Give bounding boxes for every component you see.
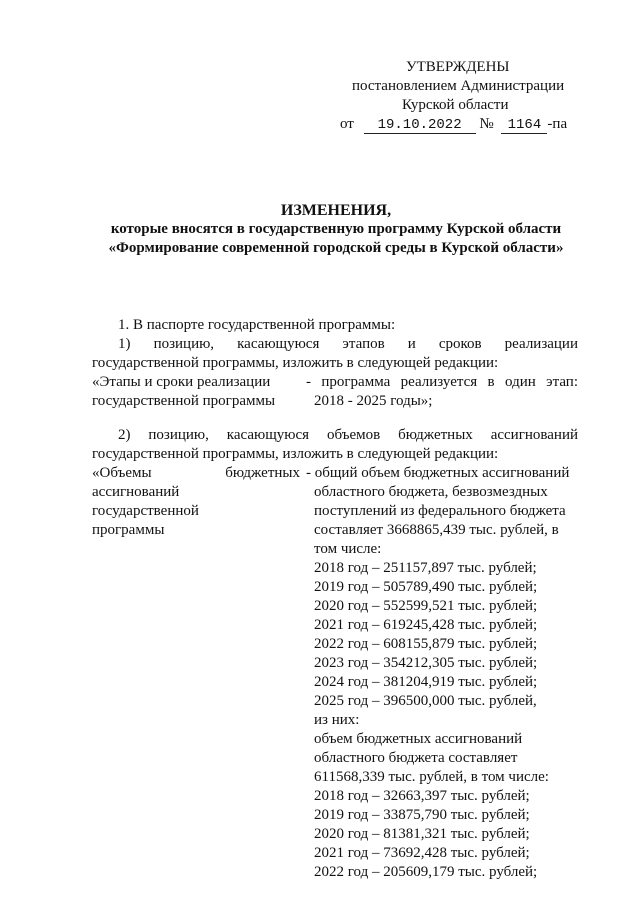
section-1-heading: 1. В паспорте государственной программы: [118,317,396,333]
budget-year-line: 2023 год – 354212,305 тыс. рублей; [314,655,538,671]
stages-left-line-1: «Этапы и сроки реализации [92,374,271,390]
stages-left [92,373,300,411]
budget-year-line: 2024 год – 381204,919 тыс. рублей; [314,674,538,690]
budget-year-line: 2021 год – 619245,428 тыс. рублей; [314,617,538,633]
approval-issuer: постановлением Администрации [352,78,565,94]
budget-line: 611568,339 тыс. рублей, в том числе: [314,769,549,785]
budget-right [306,464,578,882]
budget-left-line-1: «Объемы бюджетных [92,465,300,481]
budget-left-line-4: программы [92,522,165,538]
approval-date-number [340,115,580,134]
budget-year-line: 2025 год – 396500,000 тыс. рублей, [314,693,537,709]
item-1-line-1: 1) позицию, касающуюся этапов и сроков реализации [118,336,578,352]
budget-year-line: 2022 год – 608155,879 тыс. рублей; [314,636,538,652]
approval-region: Курской области [402,97,509,113]
stages-row [92,373,578,411]
title-line-1: ИЗМЕНЕНИЯ, [280,202,392,219]
budget-year-line: 2019 год – 505789,490 тыс. рублей; [314,579,538,595]
item-2-line-2: государственной программы, изложить в следующей редакции: [92,446,499,462]
approval-date: 19.10.2022 [364,118,476,134]
budget-line: поступлений из федерального бюджета [314,503,566,519]
stages-left-line-2: государственной программы [92,393,276,409]
item-1-paragraph [92,335,578,373]
budget-row [92,464,578,884]
budget-line: - общий объем бюджетных ассигнований [306,465,570,481]
number-suffix: -па [547,116,568,132]
budget-year-line: 2020 год – 81381,321 тыс. рублей; [314,826,530,842]
budget-line: из них: [314,712,360,728]
budget-year-line: 2022 год – 205609,179 тыс. рублей; [314,864,538,880]
item-1-line-2: государственной программы, изложить в следующей редакции: [92,355,499,371]
budget-line: областного бюджета, безвозмездных [314,484,548,500]
title-line-3: «Формирование современной городской среды в Курской области» [108,240,564,256]
number-label: № [479,116,494,132]
budget-left-line-3: государственной [92,503,199,519]
budget-year-line: 2019 год – 33875,790 тыс. рублей; [314,807,530,823]
budget-line: составляет 3668865,439 тыс. рублей, в [314,522,559,538]
approval-number: 1164 [501,118,547,134]
budget-left [92,464,300,540]
approval-stamp [340,58,580,134]
budget-line: том числе: [314,541,382,557]
budget-left-line-2: ассигнований [92,484,180,500]
title-line-2: которые вносятся в государственную программу Курской области [110,221,562,237]
budget-year-line: 2018 год – 32663,397 тыс. рублей; [314,788,530,804]
item-2-paragraph [92,426,578,464]
budget-year-line: 2021 год – 73692,428 тыс. рублей; [314,845,530,861]
stages-right-line-1: - программа реализуется в один этап: [306,374,578,390]
budget-line: областного бюджета составляет [314,750,518,766]
budget-year-line: 2020 год – 552599,521 тыс. рублей; [314,598,538,614]
from-label: от [340,116,354,132]
budget-line: объем бюджетных ассигнований [314,731,523,747]
item-2-line-1: 2) позицию, касающуюся объемов бюджетных ассигнований [118,427,578,443]
stages-right-line-2: 2018 - 2025 годы»; [314,393,433,409]
stages-right [306,373,578,411]
approval-heading: УТВЕРЖДЕНЫ [406,59,510,75]
document-title [60,201,612,258]
section-heading [92,316,578,335]
budget-year-line: 2018 год – 251157,897 тыс. рублей; [314,560,537,576]
